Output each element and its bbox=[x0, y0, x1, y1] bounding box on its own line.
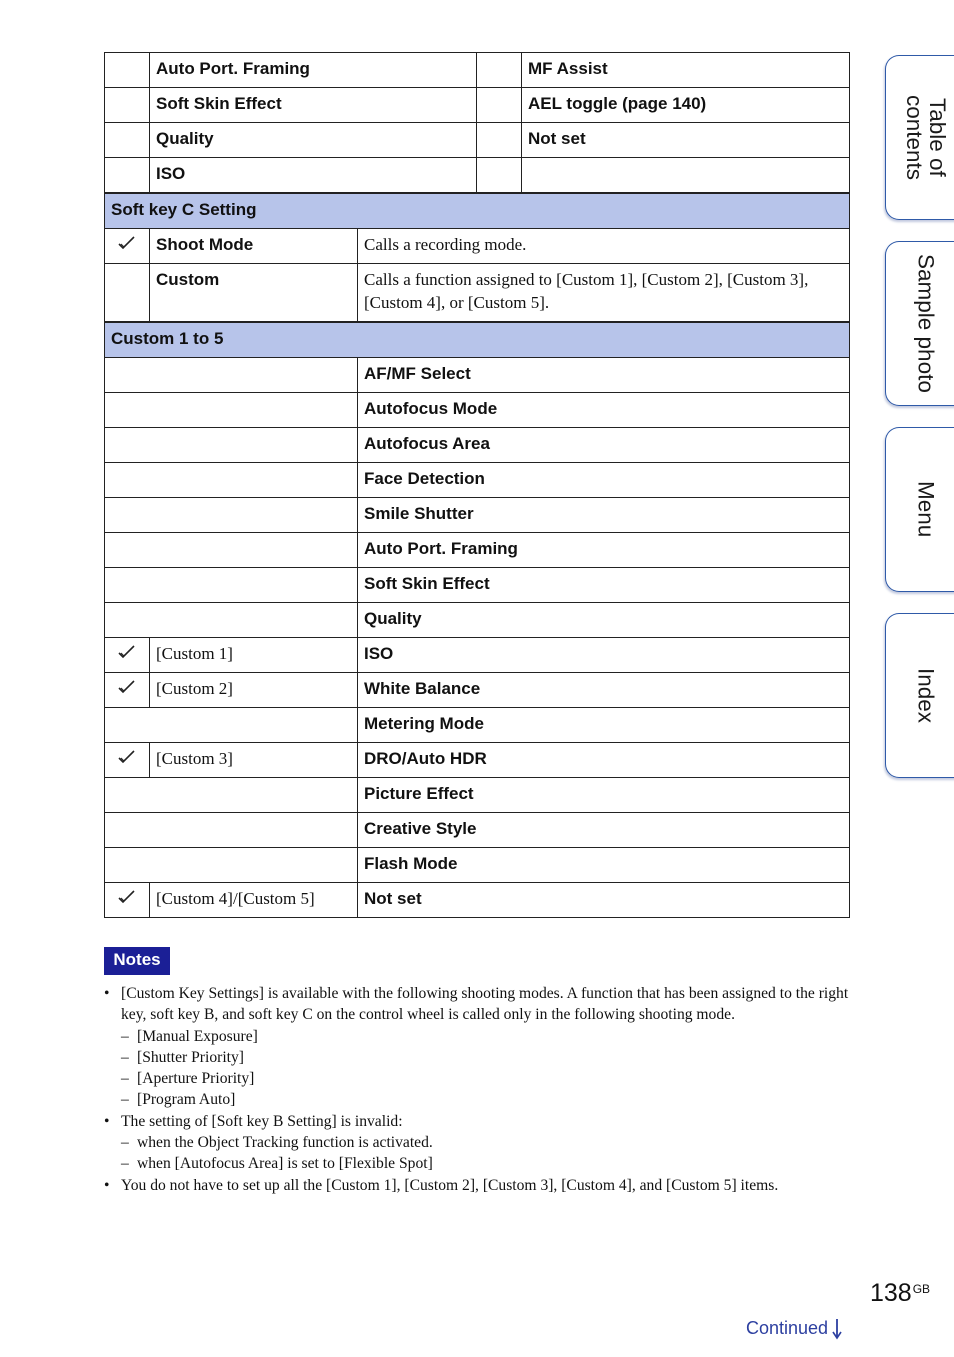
custom-label: [Custom 1] bbox=[150, 638, 358, 673]
table-row bbox=[105, 498, 850, 533]
function-name: White Balance bbox=[358, 673, 850, 708]
default-check-icon bbox=[105, 638, 150, 673]
note-item: • [Custom Key Settings] is available with the following shooting modes. A function that has been assigned to the right key, soft key B, and soft key C on the control wheel is called only in the following shooting mode. bbox=[104, 983, 854, 1026]
function-name: Soft Skin Effect bbox=[150, 88, 477, 123]
tab-menu[interactable] bbox=[885, 427, 954, 592]
table-row bbox=[105, 673, 850, 708]
section-title: Soft key C Setting bbox=[105, 194, 850, 229]
arrow-down-icon bbox=[832, 1318, 842, 1340]
table-row bbox=[105, 848, 850, 883]
table-row bbox=[105, 53, 850, 88]
function-name: ISO bbox=[358, 638, 850, 673]
function-name: AF/MF Select bbox=[358, 358, 850, 393]
table-row bbox=[105, 358, 850, 393]
continued-link[interactable]: Continued bbox=[746, 1318, 842, 1340]
table-row bbox=[105, 123, 850, 158]
table-row bbox=[105, 158, 850, 193]
table-row bbox=[105, 463, 850, 498]
note-subitem: – when [Autofocus Area] is set to [Flexible Spot] bbox=[104, 1153, 854, 1174]
function-name: MF Assist bbox=[522, 53, 850, 88]
section-header bbox=[105, 323, 850, 358]
function-name: Auto Port. Framing bbox=[358, 533, 850, 568]
function-table-top bbox=[104, 52, 850, 193]
table-row bbox=[105, 88, 850, 123]
section-header bbox=[105, 194, 850, 229]
option-name: Shoot Mode bbox=[150, 229, 358, 264]
softkey-c-table bbox=[104, 193, 850, 322]
function-name: DRO/Auto HDR bbox=[358, 743, 850, 778]
function-name: Flash Mode bbox=[358, 848, 850, 883]
tab-label: Table of contents bbox=[902, 94, 950, 181]
default-check-icon bbox=[105, 229, 150, 264]
function-name: Autofocus Area bbox=[358, 428, 850, 463]
note-subitem: – [Aperture Priority] bbox=[104, 1068, 854, 1089]
function-name: Face Detection bbox=[358, 463, 850, 498]
note-subitem: – [Shutter Priority] bbox=[104, 1047, 854, 1068]
function-name: Soft Skin Effect bbox=[358, 568, 850, 603]
note-subitem: – [Program Auto] bbox=[104, 1089, 854, 1110]
option-name: Custom bbox=[150, 264, 358, 322]
table-row bbox=[105, 883, 850, 918]
table-row bbox=[105, 264, 850, 322]
tab-table-of-contents[interactable] bbox=[885, 55, 954, 220]
function-name: Quality bbox=[150, 123, 477, 158]
option-description: Calls a recording mode. bbox=[358, 229, 850, 264]
function-name: Not set bbox=[522, 123, 850, 158]
function-name: Autofocus Mode bbox=[358, 393, 850, 428]
page-number: $138^{GB}$ bbox=[870, 1279, 931, 1307]
table-row bbox=[105, 533, 850, 568]
table-row bbox=[105, 603, 850, 638]
table-row bbox=[105, 428, 850, 463]
function-name: AEL toggle (page 140) bbox=[522, 88, 850, 123]
custom-table bbox=[104, 322, 850, 918]
note-item: • You do not have to set up all the [Custom 1], [Custom 2], [Custom 3], [Custom 4], and [Custom 5] items. bbox=[104, 1175, 854, 1196]
section-title: Custom 1 to 5 bbox=[105, 323, 850, 358]
custom-label: [Custom 3] bbox=[150, 743, 358, 778]
option-description: Calls a function assigned to [Custom 1], [Custom 2], [Custom 3], [Custom 4], or [Custom 5]. bbox=[358, 264, 850, 322]
function-name: Auto Port. Framing bbox=[150, 53, 477, 88]
function-name: Smile Shutter bbox=[358, 498, 850, 533]
note-item: • The setting of [Soft key B Setting] is invalid: bbox=[104, 1111, 854, 1132]
table-row bbox=[105, 813, 850, 848]
note-subitem: – [Manual Exposure] bbox=[104, 1026, 854, 1047]
table-row bbox=[105, 708, 850, 743]
custom-label: [Custom 2] bbox=[150, 673, 358, 708]
table-row bbox=[105, 568, 850, 603]
function-name: Not set bbox=[358, 883, 850, 918]
table-row bbox=[105, 229, 850, 264]
notes-list bbox=[104, 983, 854, 1196]
table-row bbox=[105, 778, 850, 813]
tab-sample-photo[interactable] bbox=[885, 241, 954, 406]
notes-badge: Notes bbox=[104, 947, 170, 975]
tab-label: Menu bbox=[913, 481, 939, 538]
function-name: Creative Style bbox=[358, 813, 850, 848]
function-name: Metering Mode bbox=[358, 708, 850, 743]
default-check-icon bbox=[105, 673, 150, 708]
default-check-icon bbox=[105, 743, 150, 778]
tab-label: Index bbox=[913, 667, 939, 724]
tab-label: Sample photo bbox=[913, 254, 939, 393]
function-name: Picture Effect bbox=[358, 778, 850, 813]
table-row bbox=[105, 393, 850, 428]
custom-label: [Custom 4]/[Custom 5] bbox=[150, 883, 358, 918]
table-row bbox=[105, 743, 850, 778]
function-name bbox=[522, 158, 850, 193]
note-subitem: – when the Object Tracking function is activated. bbox=[104, 1132, 854, 1153]
tab-index[interactable] bbox=[885, 613, 954, 778]
table-row bbox=[105, 638, 850, 673]
default-check-icon bbox=[105, 883, 150, 918]
function-name: Quality bbox=[358, 603, 850, 638]
function-name: ISO bbox=[150, 158, 477, 193]
